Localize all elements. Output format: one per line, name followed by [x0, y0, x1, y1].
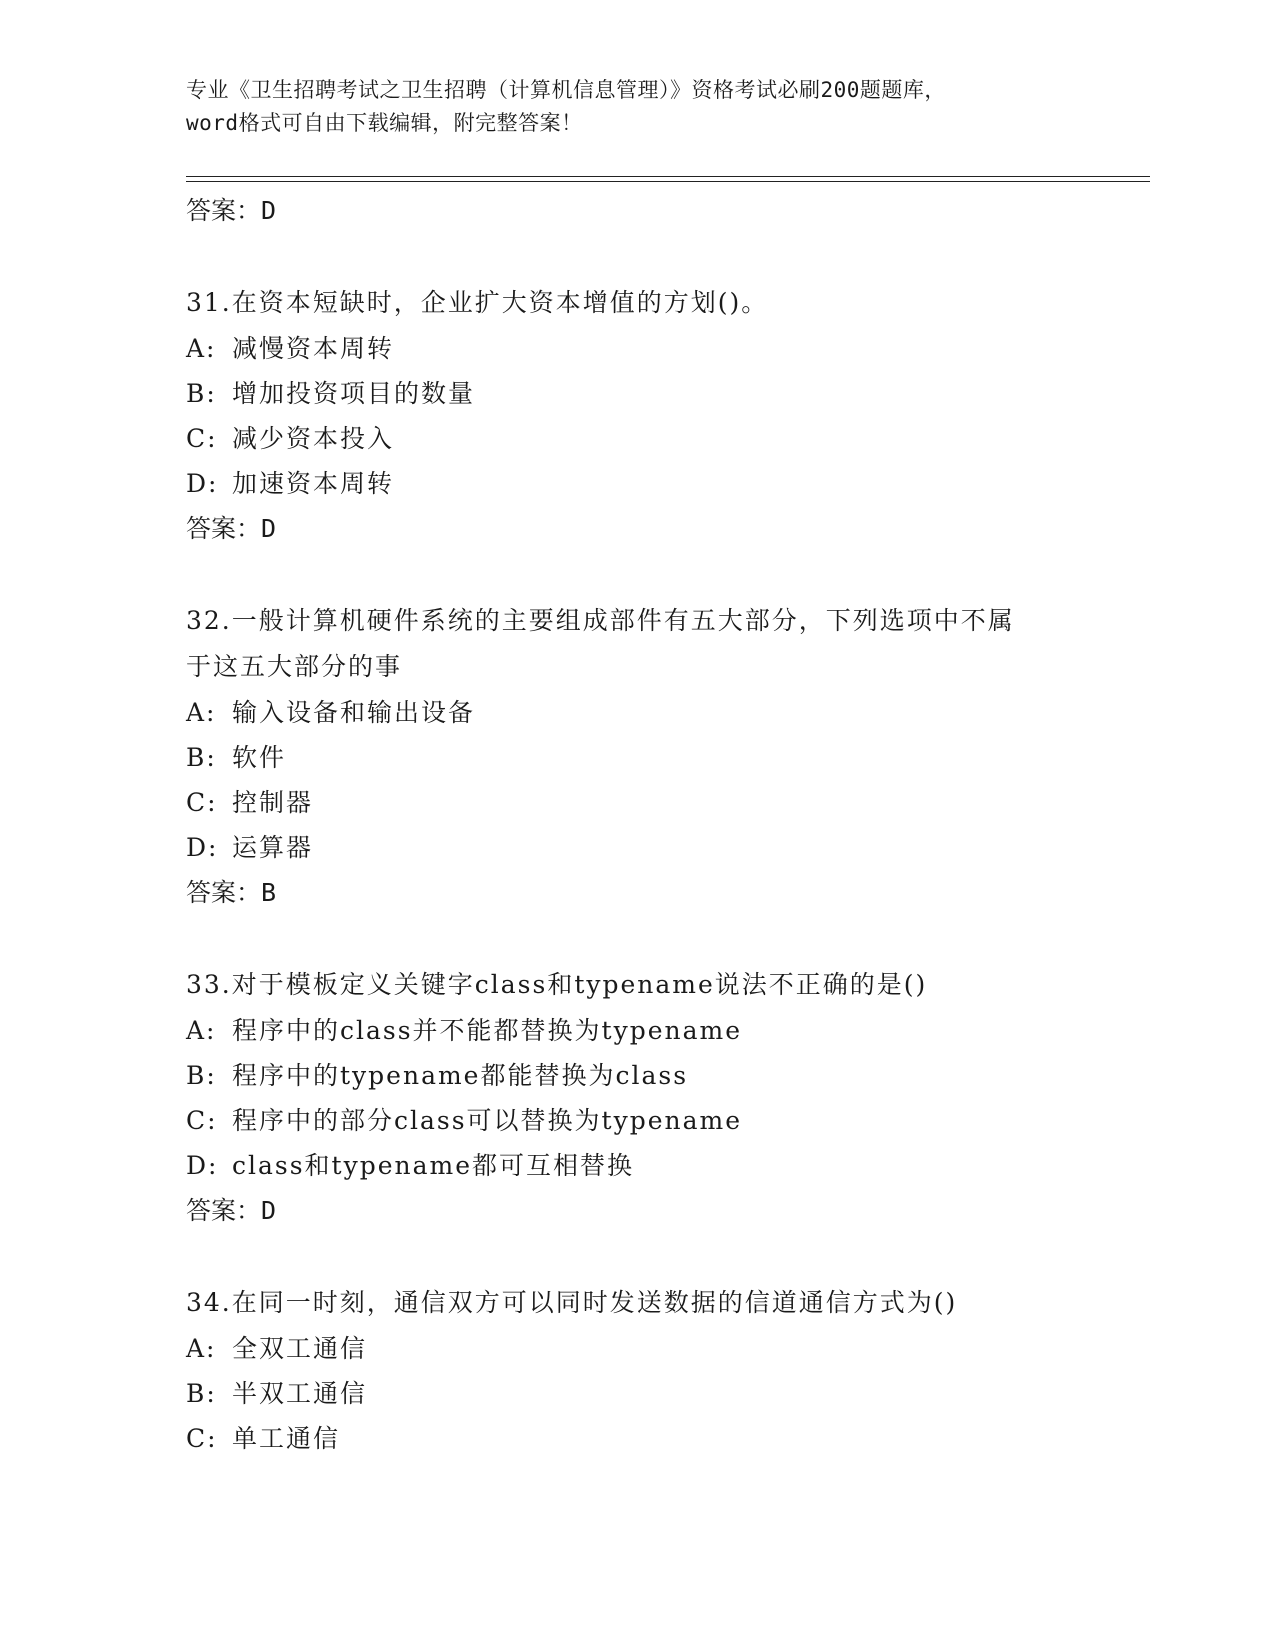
- document-header: [186, 74, 1086, 140]
- question-stem-line-2: 于这五大部分的事: [186, 652, 403, 681]
- spacer: [186, 1234, 1086, 1280]
- option-a: A: 减慢资本周转: [186, 334, 395, 363]
- option-a: A: 输入设备和输出设备: [186, 698, 476, 727]
- header-line-2: word格式可自由下载编辑，附完整答案！: [186, 111, 583, 135]
- option-a: A: 全双工通信: [186, 1334, 368, 1363]
- option-d: D: class和typename都可互相替换: [186, 1151, 635, 1180]
- option-b: B: 增加投资项目的数量: [186, 379, 476, 408]
- header-line-1: 专业《卫生招聘考试之卫生招聘（计算机信息管理）》资格考试必刷200题题库，: [186, 78, 946, 102]
- question-stem: 34.在同一时刻，通信双方可以同时发送数据的信道通信方式为(): [186, 1288, 958, 1317]
- question-34: [186, 1280, 1086, 1326]
- answer-31: 答案：D: [186, 514, 277, 543]
- question-32: [186, 598, 1086, 690]
- option-d: D: 运算器: [186, 833, 314, 862]
- spacer: [186, 552, 1086, 598]
- answer-32: 答案：B: [186, 878, 277, 907]
- option-b: B: 半双工通信: [186, 1379, 368, 1408]
- answer-33: 答案：D: [186, 1196, 277, 1225]
- question-list: [186, 188, 1086, 1461]
- question-31: [186, 280, 1086, 326]
- question-stem: 33.对于模板定义关键字class和typename说法不正确的是(): [186, 970, 928, 999]
- question-33: [186, 962, 1086, 1008]
- header-divider-top: [186, 176, 1150, 177]
- question-stem: 31.在资本短缺时，企业扩大资本增值的方划()。: [186, 288, 769, 317]
- question-stem-line-1: 32.一般计算机硬件系统的主要组成部件有五大部分，下列选项中不属: [186, 606, 1015, 635]
- option-c: C: 程序中的部分class可以替换为typename: [186, 1106, 743, 1135]
- previous-answer: 答案：D: [186, 196, 277, 225]
- option-c: C: 控制器: [186, 788, 314, 817]
- option-b: B: 软件: [186, 743, 287, 772]
- option-a: A: 程序中的class并不能都替换为typename: [186, 1016, 743, 1045]
- option-d: D: 加速资本周转: [186, 469, 395, 498]
- option-b: B: 程序中的typename都能替换为class: [186, 1061, 689, 1090]
- option-c: C: 减少资本投入: [186, 424, 395, 453]
- spacer: [186, 916, 1086, 962]
- option-c: C: 单工通信: [186, 1424, 341, 1453]
- spacer: [186, 234, 1086, 280]
- header-divider-bottom: [186, 181, 1150, 182]
